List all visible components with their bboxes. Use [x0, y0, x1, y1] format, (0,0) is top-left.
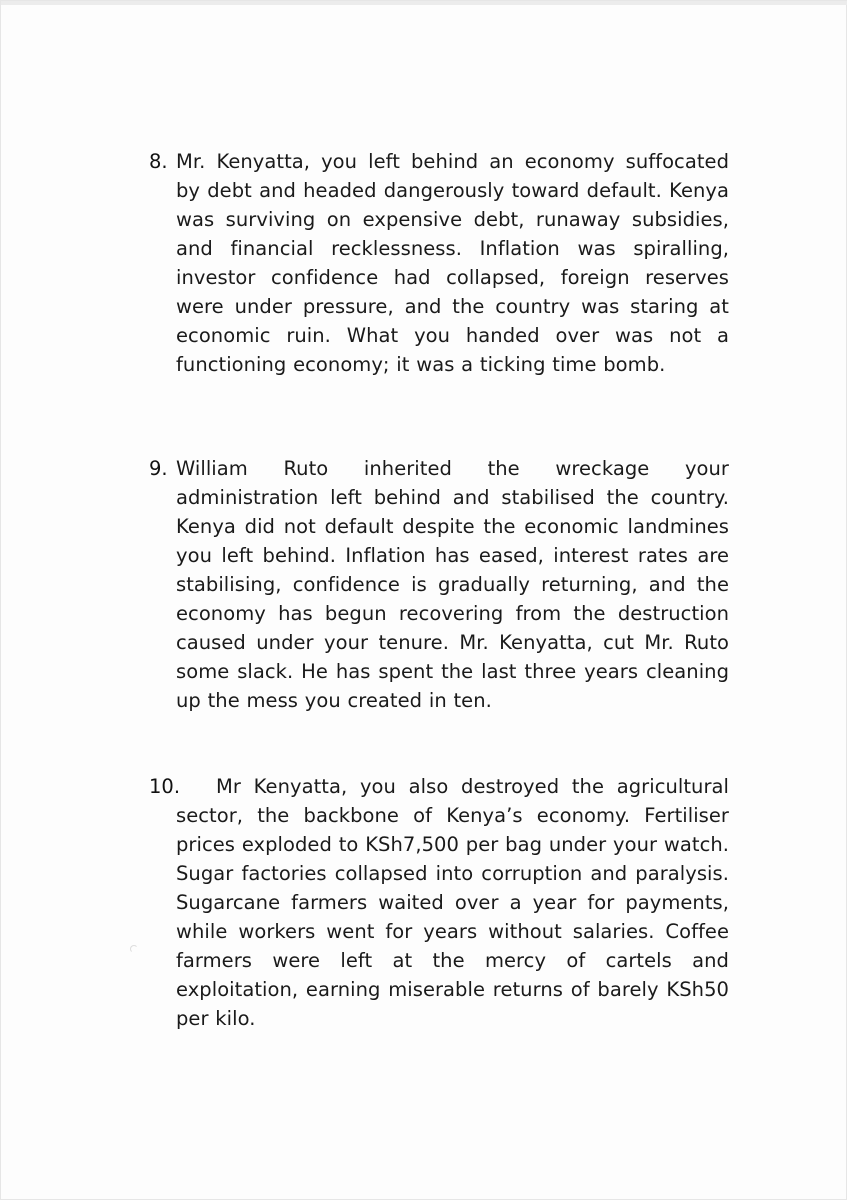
- list-item: [149, 772, 729, 1033]
- list-item: [149, 147, 729, 379]
- scan-speck: [130, 945, 138, 953]
- item-paragraph: Mr. Kenyatta, you left behind an economy suffocated by debt and headed dangerously toward default. Kenya was surviving on expensive debt, runaway subsidies, and financial recklessness. Inflation was spiralling, investor confidence had collapsed, foreign reserves were under pressure, and the country was staring at economic ruin. What you handed over was not a functioning economy; it was a ticking time bomb.: [176, 150, 729, 376]
- list-item: [149, 454, 729, 715]
- item-number: 9.: [149, 457, 168, 480]
- item-paragraph: [176, 772, 729, 1033]
- item-number: 10.: [149, 775, 181, 798]
- item-number: 8.: [149, 150, 168, 173]
- page-top-edge: [1, 1, 847, 5]
- item-paragraph: William Ruto inherited the wreckage your administration left behind and stabilised the country. Kenya did not default despite the economic landmines you left behind. Inflation has eased, interest rates are stabilising, confidence is gradually returning, and the economy has begun recovering from the destruction caused under your tenure. Mr. Kenyatta, cut Mr. Ruto some slack. He has spent the last three years cleaning up the mess you created in ten.: [176, 457, 729, 712]
- item-paragraph-text: Mr Kenyatta, you also destroyed the agricultural sector, the backbone of Kenya’s economy. Fertiliser prices exploded to KSh7,500 per bag under your watch. Sugar factories collapsed into corruption and paralysis. Sugarcane farmers waited over a year for payments, while workers went for years without salaries. Coffee farmers were left at the mercy of cartels and exploitation, earning miserable returns of barely KSh50 per kilo.: [176, 775, 729, 1030]
